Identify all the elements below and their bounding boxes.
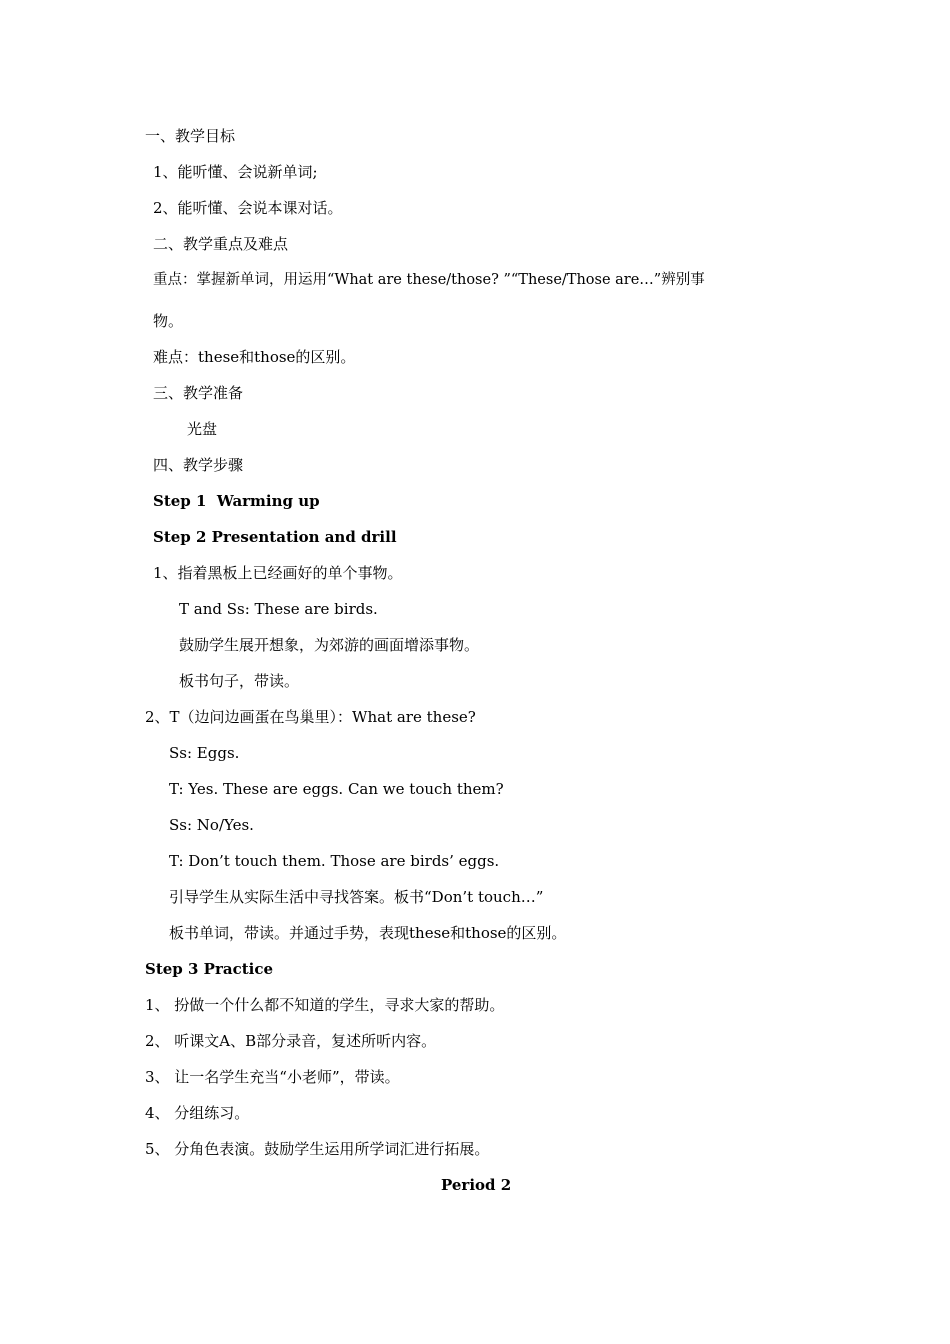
practice-item: 4、 分组练习。 (145, 1104, 250, 1122)
practice-item: 5、 分角色表演。鼓励学生运用所学词汇进行拓展。 (145, 1140, 490, 1158)
step-2-title: Step 2 Presentation and drill (153, 528, 397, 546)
dialog-line: T and Ss: These are birds. (179, 600, 378, 618)
practice-item: 2、 听课文A、B部分录音，复述所听内容。 (145, 1032, 437, 1050)
practice-item: 1、 扮做一个什么都不知道的学生，寻求大家的帮助。 (145, 996, 505, 1014)
dialog-line: T: Don’t touch them. Those are birds’ eggs. (169, 852, 500, 870)
teaching-note: 鼓励学生展开想象，为郊游的画面增添事物。 (179, 636, 480, 654)
preparation-item: 光盘 (187, 420, 218, 438)
key-points-heading: 二、教学重点及难点 (153, 235, 289, 253)
step-1-title: Step 1 Warming up (153, 492, 320, 510)
objectives-heading: 一、教学目标 (145, 127, 236, 145)
dialog-line: T: Yes. These are eggs. Can we touch them? (169, 780, 504, 798)
key-point-text-continued: 物。 (153, 312, 184, 330)
teaching-note: 引导学生从实际生活中寻找答案。板书“Don’t touch…” (169, 888, 544, 906)
step-2-item: 2、T（边问边画蛋在鸟巢里）：What are these? (145, 708, 476, 726)
dialog-line: Ss: Eggs. (169, 744, 240, 762)
period-title: Period 2 (441, 1176, 512, 1194)
teaching-note: 板书单词，带读。并通过手势，表现these和those的区别。 (169, 924, 567, 942)
objective-item: 1、能听懂、会说新单词; (153, 163, 318, 181)
practice-item: 3、 让一名学生充当“小老师”，带读。 (145, 1068, 400, 1086)
step-2-item: 1、指着黑板上已经画好的单个事物。 (153, 564, 403, 582)
objective-item: 2、能听懂、会说本课对话。 (153, 199, 343, 217)
steps-heading: 四、教学步骤 (153, 456, 244, 474)
step-3-title: Step 3 Practice (145, 960, 274, 978)
preparation-heading: 三、教学准备 (153, 384, 244, 402)
key-point-text: 重点：掌握新单词，用运用“What are these/those? ”“These/Those are…”辨别事 (153, 272, 705, 288)
difficulty-text: 难点：these和those的区别。 (153, 348, 356, 366)
teaching-note: 板书句子，带读。 (179, 672, 300, 690)
dialog-line: Ss: No/Yes. (169, 816, 254, 834)
